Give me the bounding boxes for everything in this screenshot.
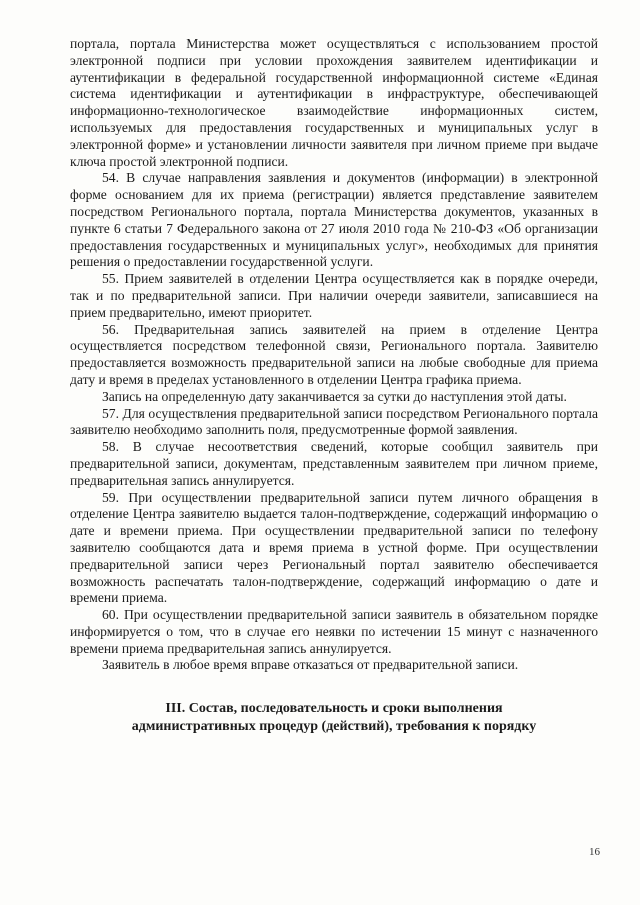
paragraph: 54. В случае направления заявления и документов (информации) в электронной форме основанием для их приема (регистрации) является представление заявителем посредством Регионального портала, портала Министерства документов, указанных в пункте 6 статьи 7 Федерального закона от 27 июля 2010 года № 210-ФЗ «Об организации предоставления государственных и муниципальных услуг», необходимых для принятия решения о предоставлении государственной услуги. [70,170,598,270]
paragraph: Заявитель в любое время вправе отказаться от предварительной записи. [102,657,519,673]
section-heading-line-1: III. Состав, последовательность и сроки выполнения [165,701,503,717]
paragraph: Запись на определенную дату заканчивается за сутки до наступления этой даты. [102,388,567,404]
paragraph: портала, портала Министерства может осуществляться с использованием простой электронной подписи при условии прохождения заявителем идентификации и аутентификации в федеральной государственной информационной системе «Единая система идентификации и аутентификации в инфраструктуре, обеспечивающей информационно-технологическое взаимодействие информационных систем, используемых для предоставления государственных и муниципальных услуг в электронной форме» и установлении личности заявителя при личном приеме при выдаче ключа простой электронной подписи. [70,36,598,169]
paragraph: 55. Прием заявителей в отделении Центра осуществляется как в порядке очереди, так и по предварительной записи. При наличии очереди заявители, записавшиеся на прием предварительно, имеют приоритет. [70,271,598,320]
section-heading-line-2: административных процедур (действий), требования к порядку [131,719,537,735]
document-body [70,36,598,674]
paragraph: 57. Для осуществления предварительной записи посредством Регионального портала заявителю необходимо заполнить поля, предусмотренные формой заявления. [70,405,598,438]
paragraph: 60. При осуществлении предварительной записи заявитель в обязательном порядке информируется о том, что в случае его неявки по истечении 15 минут с назначенного времени приема предварительная запись аннулируется. [70,607,598,656]
section-heading [70,700,598,736]
page-number: 16 [589,846,600,858]
paragraph: 58. В случае несоответствия сведений, которые сообщил заявитель при предварительной записи, документам, представленным заявителем при личном приеме, предварительная запись аннулируется. [70,439,598,488]
paragraph: 56. Предварительная запись заявителей на прием в отделение Центра осуществляется посредством телефонной связи, Регионального портала. Заявителю предоставляется возможность предварительной записи на любые свободные для приема дату и время в пределах установленного в отделении Центра графика приема. [70,321,598,387]
paragraph: 59. При осуществлении предварительной записи путем личного обращения в отделение Центра заявителю выдается талон-подтверждение, содержащий информацию о дате и времени приема. При осуществлении предварительной записи по телефону заявителю сообщаются дата и время приема в устной форме. При осуществлении предварительной записи через Региональный портал заявителю обеспечивается возможность распечатать талон-подтверждение, содержащий информацию о дате и времени приема. [70,489,598,606]
